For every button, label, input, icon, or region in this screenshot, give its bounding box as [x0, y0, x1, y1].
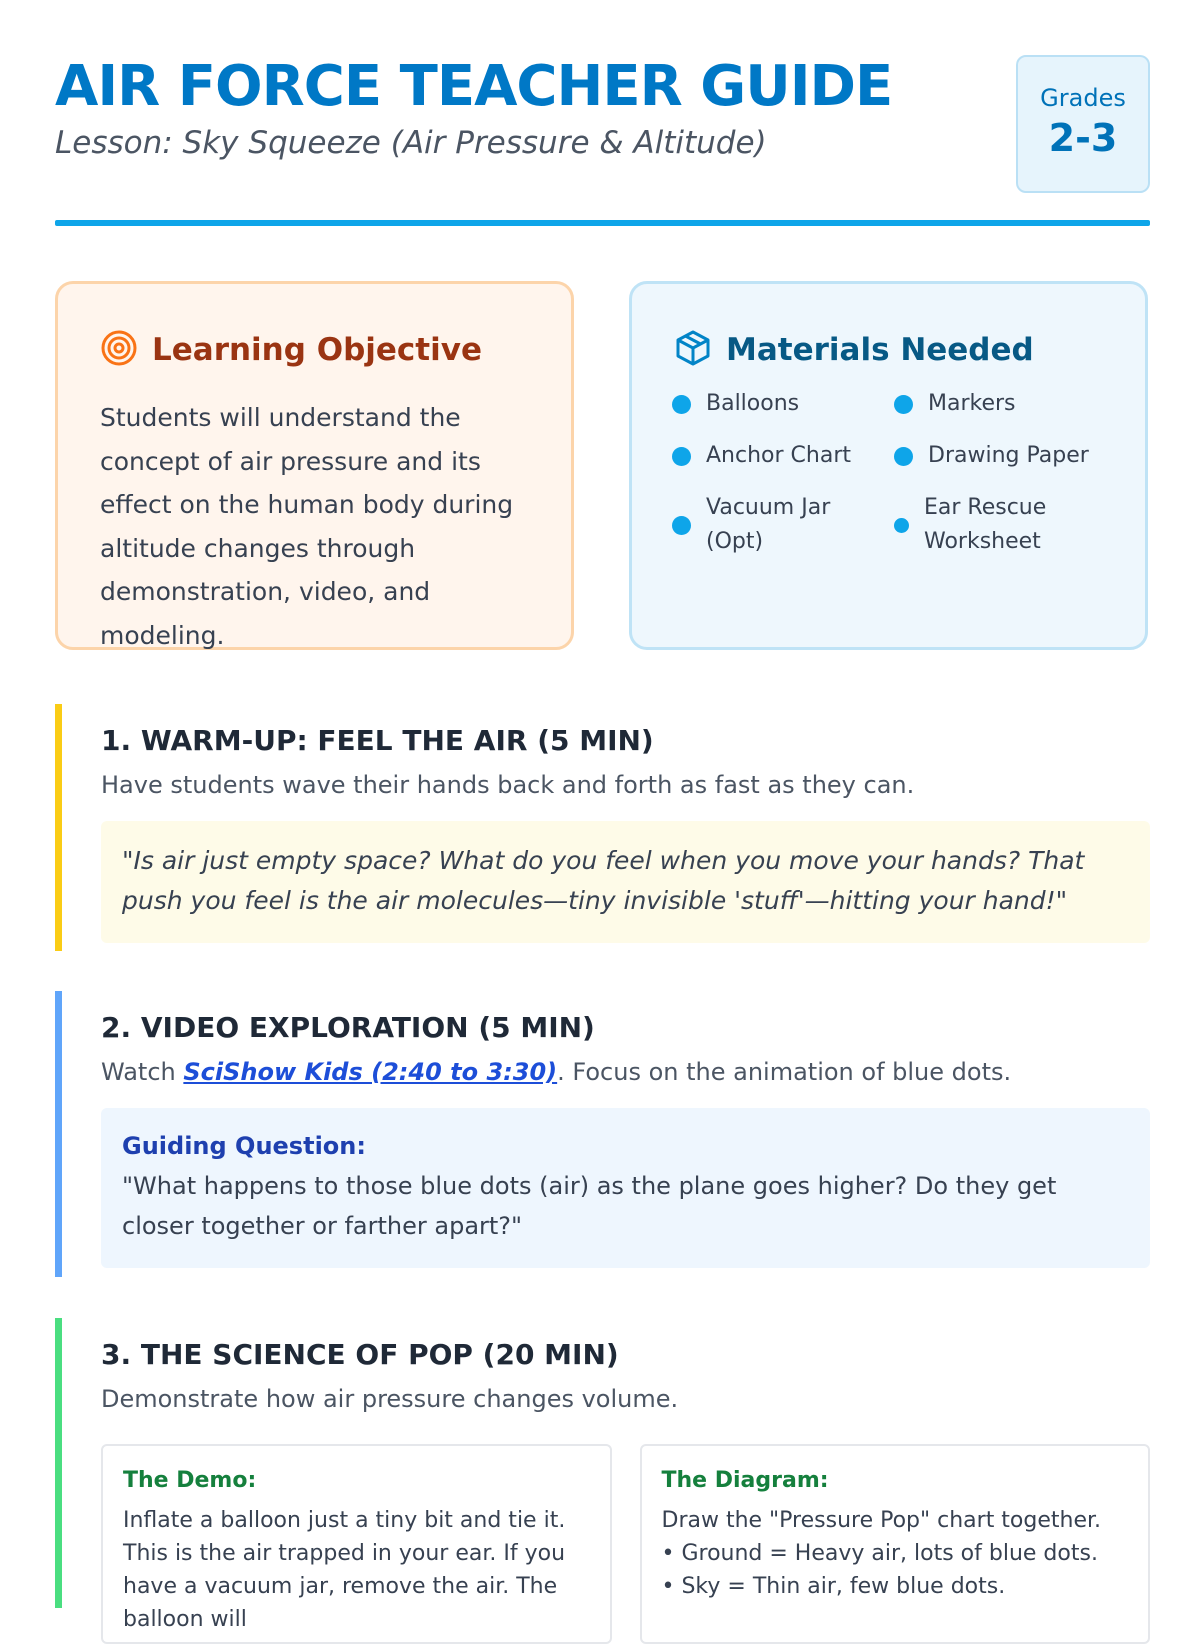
section-title: 1. WARM-UP: FEEL THE AIR (5 MIN): [101, 724, 654, 757]
material-item: [672, 387, 894, 421]
section-warm-up: [55, 704, 1150, 951]
section-title: 3. THE SCIENCE OF POP (20 MIN): [101, 1338, 619, 1371]
materials-card: [629, 281, 1148, 650]
section-accent-bar: [55, 1318, 62, 1608]
header-divider: [55, 220, 1150, 226]
guiding-question-text: "What happens to those blue dots (air) as the plane goes higher? Do they get closer together or farther apart?": [122, 1172, 1057, 1240]
grade-label: Grades: [1040, 84, 1126, 112]
objective-header: [100, 329, 482, 371]
section-accent-bar: [55, 991, 62, 1277]
section-intro: Demonstrate how air pressure changes volume.: [101, 1385, 679, 1413]
grade-value: 2-3: [1048, 116, 1118, 160]
material-label: Anchor Chart: [706, 443, 851, 468]
materials-header: [674, 329, 1034, 371]
bullet-dot: [894, 518, 909, 533]
material-label: Drawing Paper: [928, 443, 1089, 468]
objective-title: Learning Objective: [152, 332, 482, 368]
section-title: 2. VIDEO EXPLORATION (5 MIN): [101, 1011, 595, 1044]
material-item: [894, 439, 1112, 473]
material-item: [894, 387, 1112, 421]
teacher-script-quote: "Is air just empty space? What do you feel when you move your hands? That push you feel is the air molecules—tiny invisible 'stuff'—hitting your hand!": [101, 821, 1150, 943]
material-label: Balloons: [706, 391, 800, 416]
page-header: [55, 55, 1150, 225]
intro-suffix: . Focus on the animation of blue dots.: [557, 1058, 1012, 1086]
diagram-line: • Ground = Heavy air, lots of blue dots.: [661, 1541, 1098, 1566]
activity-columns: [101, 1444, 1150, 1644]
demo-card: [101, 1444, 612, 1644]
bullet-dot: [672, 447, 691, 466]
material-item: [894, 491, 1112, 559]
demo-label: The Demo:: [123, 1468, 257, 1493]
learning-objective-card: [55, 281, 574, 650]
material-item: [672, 491, 894, 559]
section-intro: [101, 1058, 1150, 1086]
diagram-text: [662, 1504, 1129, 1603]
section-intro: Have students wave their hands back and forth as fast as they can.: [101, 771, 915, 799]
lesson-subtitle: Lesson: Sky Squeeze (Air Pressure & Altitude): [55, 125, 767, 161]
video-link[interactable]: SciShow Kids (2:40 to 3:30): [183, 1058, 558, 1086]
section-science-of-pop: [55, 1318, 1150, 1632]
bullet-dot: [894, 447, 913, 466]
section-video: [55, 991, 1150, 1277]
intro-prefix: Watch: [101, 1058, 184, 1086]
guiding-question-label: Guiding Question:: [122, 1132, 366, 1160]
objective-text: Students will understand the concept of air pressure and its effect on the human body during altitude changes through demonstration, video, and modeling.: [100, 403, 514, 650]
page-title: AIR FORCE TEACHER GUIDE: [55, 54, 893, 119]
material-label: Vacuum Jar (Opt): [706, 495, 831, 554]
materials-title: Materials Needed: [726, 332, 1034, 368]
diagram-line: Draw the "Pressure Pop" chart together.: [661, 1508, 1102, 1533]
guiding-question-box: [101, 1108, 1150, 1268]
diagram-card: [640, 1444, 1151, 1644]
bullet-dot: [672, 395, 691, 414]
bullet-dot: [894, 395, 913, 414]
diagram-line: • Sky = Thin air, few blue dots.: [661, 1574, 1006, 1599]
materials-list: [672, 387, 1112, 559]
grade-badge: [1016, 55, 1150, 193]
bullet-dot: [672, 516, 691, 535]
material-label: Ear Rescue Worksheet: [924, 495, 1047, 554]
diagram-label: The Diagram:: [661, 1468, 829, 1493]
section-accent-bar: [55, 704, 62, 951]
material-item: [672, 439, 894, 473]
package-icon: [674, 329, 712, 371]
target-icon: [100, 329, 138, 371]
material-label: Markers: [928, 391, 1016, 416]
demo-text: Inflate a balloon just a tiny bit and tie it. This is the air trapped in your ear. If you have a vacuum jar, remove the air. The balloon will: [123, 1508, 566, 1632]
